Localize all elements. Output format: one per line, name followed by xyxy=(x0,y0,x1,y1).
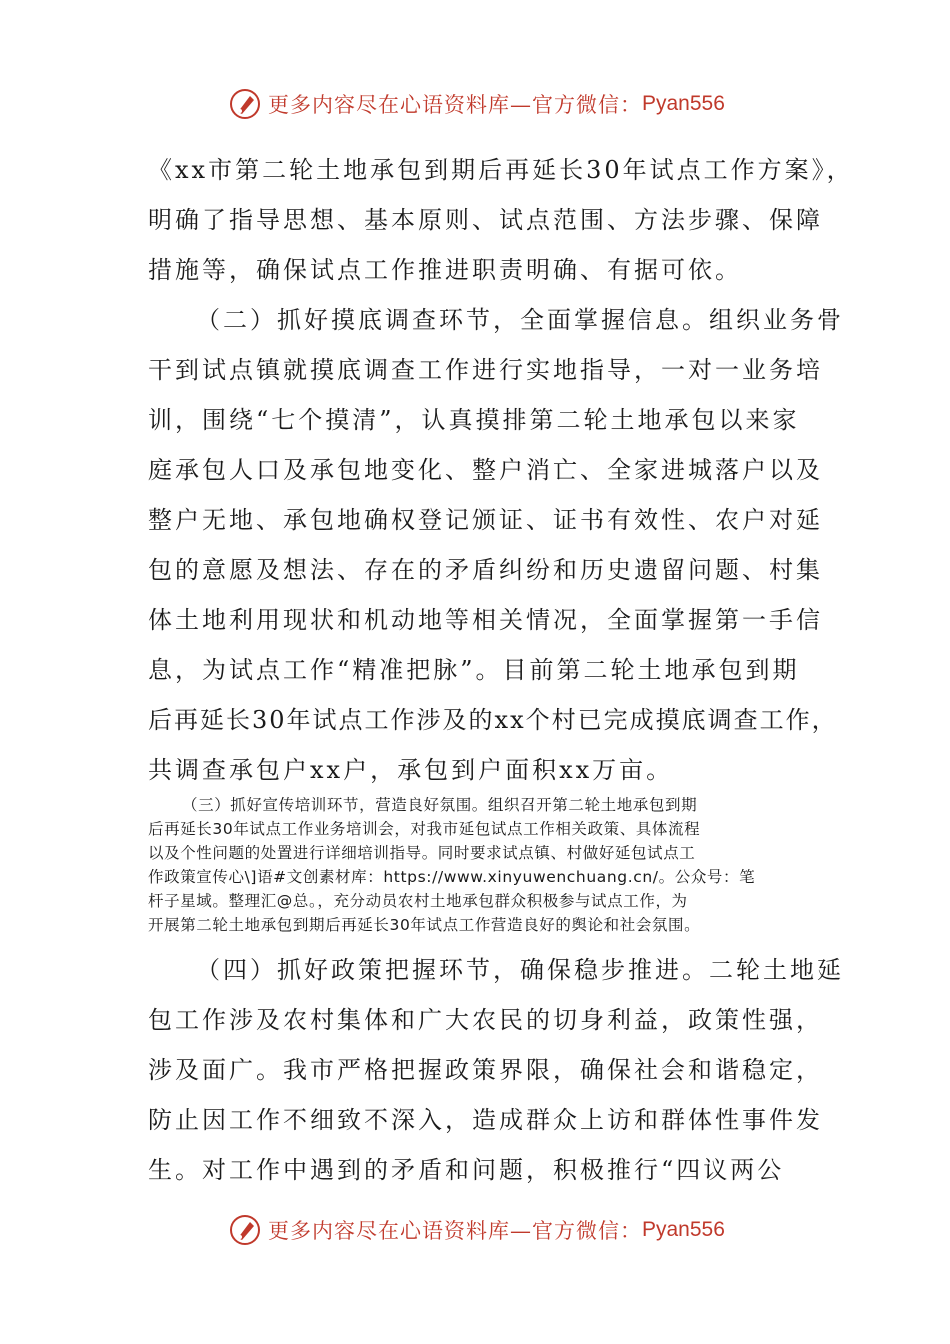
small-line: 开展第二轮土地承包到期后再延长30年试点工作营造良好的舆论和社会氛围。 xyxy=(148,916,701,934)
body-line: 包工作涉及农村集体和广大农民的切身利益，政策性强， xyxy=(148,1006,823,1034)
body-line: 《xx市第二轮土地承包到期后再延长30年试点工作方案》， xyxy=(148,156,854,184)
body-line: （二）抓好摸底调查环节，全面掌握信息。组织业务骨 xyxy=(196,306,844,334)
body-line: 庭承包人口及承包地变化、整户消亡、全家进城落户以及 xyxy=(148,456,823,484)
body-line: （四）抓好政策把握环节，确保稳步推进。二轮土地延 xyxy=(196,956,844,984)
body-line: 干到试点镇就摸底调查工作进行实地指导，一对一业务培 xyxy=(148,356,823,384)
header-banner-text: 更多内容尽在心语资料库—官方微信： xyxy=(268,93,642,117)
header-banner-code: Pyan556 xyxy=(642,92,725,115)
body-line: 息，为试点工作“精准把脉”。目前第二轮土地承包到期 xyxy=(148,656,800,684)
pen-nib-logo-icon xyxy=(228,87,262,121)
small-line: 杆子星域。整理汇@总。，充分动员农村土地承包群众积极参与试点工作，为 xyxy=(148,892,688,910)
body-line: 训，围绕“七个摸清”，认真摸排第二轮土地承包以来家 xyxy=(148,406,800,434)
footer-banner-text: 更多内容尽在心语资料库—官方微信： xyxy=(268,1219,642,1243)
body-line: 体土地利用现状和机动地等相关情况，全面掌握第一手信 xyxy=(148,606,823,634)
small-line: 以及个性问题的处置进行详细培训指导。同时要求试点镇、村做好延包试点工 xyxy=(148,844,696,862)
body-line: 整户无地、承包地确权登记颁证、证书有效性、农户对延 xyxy=(148,506,823,534)
body-line: 防止因工作不细致不深入，造成群众上访和群体性事件发 xyxy=(148,1106,823,1134)
small-line: 作政策宣传心\]语#文创素材库：https://www.xinyuwenchuang.cn/。公众号：笔 xyxy=(148,868,756,886)
body-line: 共调查承包户xx户，承包到户面积xx万亩。 xyxy=(148,756,674,784)
body-line: 生。对工作中遇到的矛盾和问题，积极推行“四议两公 xyxy=(148,1156,785,1184)
header-banner xyxy=(228,84,748,124)
small-line: 后再延长30年试点工作业务培训会，对我市延包试点工作相关政策、具体流程 xyxy=(148,820,701,838)
body-line: 措施等，确保试点工作推进职责明确、有据可依。 xyxy=(148,256,742,284)
pen-nib-logo-icon xyxy=(228,1213,262,1247)
footer-banner xyxy=(228,1210,748,1250)
small-line: （三）抓好宣传培训环节，营造良好氛围。组织召开第二轮土地承包到期 xyxy=(182,796,698,814)
body-line: 涉及面广。我市严格把握政策界限，确保社会和谐稳定， xyxy=(148,1056,823,1084)
footer-banner-code: Pyan556 xyxy=(642,1218,725,1241)
body-line: 包的意愿及想法、存在的矛盾纠纷和历史遗留问题、村集 xyxy=(148,556,823,584)
body-line: 明确了指导思想、基本原则、试点范围、方法步骤、保障 xyxy=(148,206,823,234)
body-line: 后再延长30年试点工作涉及的xx个村已完成摸底调查工作， xyxy=(148,706,838,734)
